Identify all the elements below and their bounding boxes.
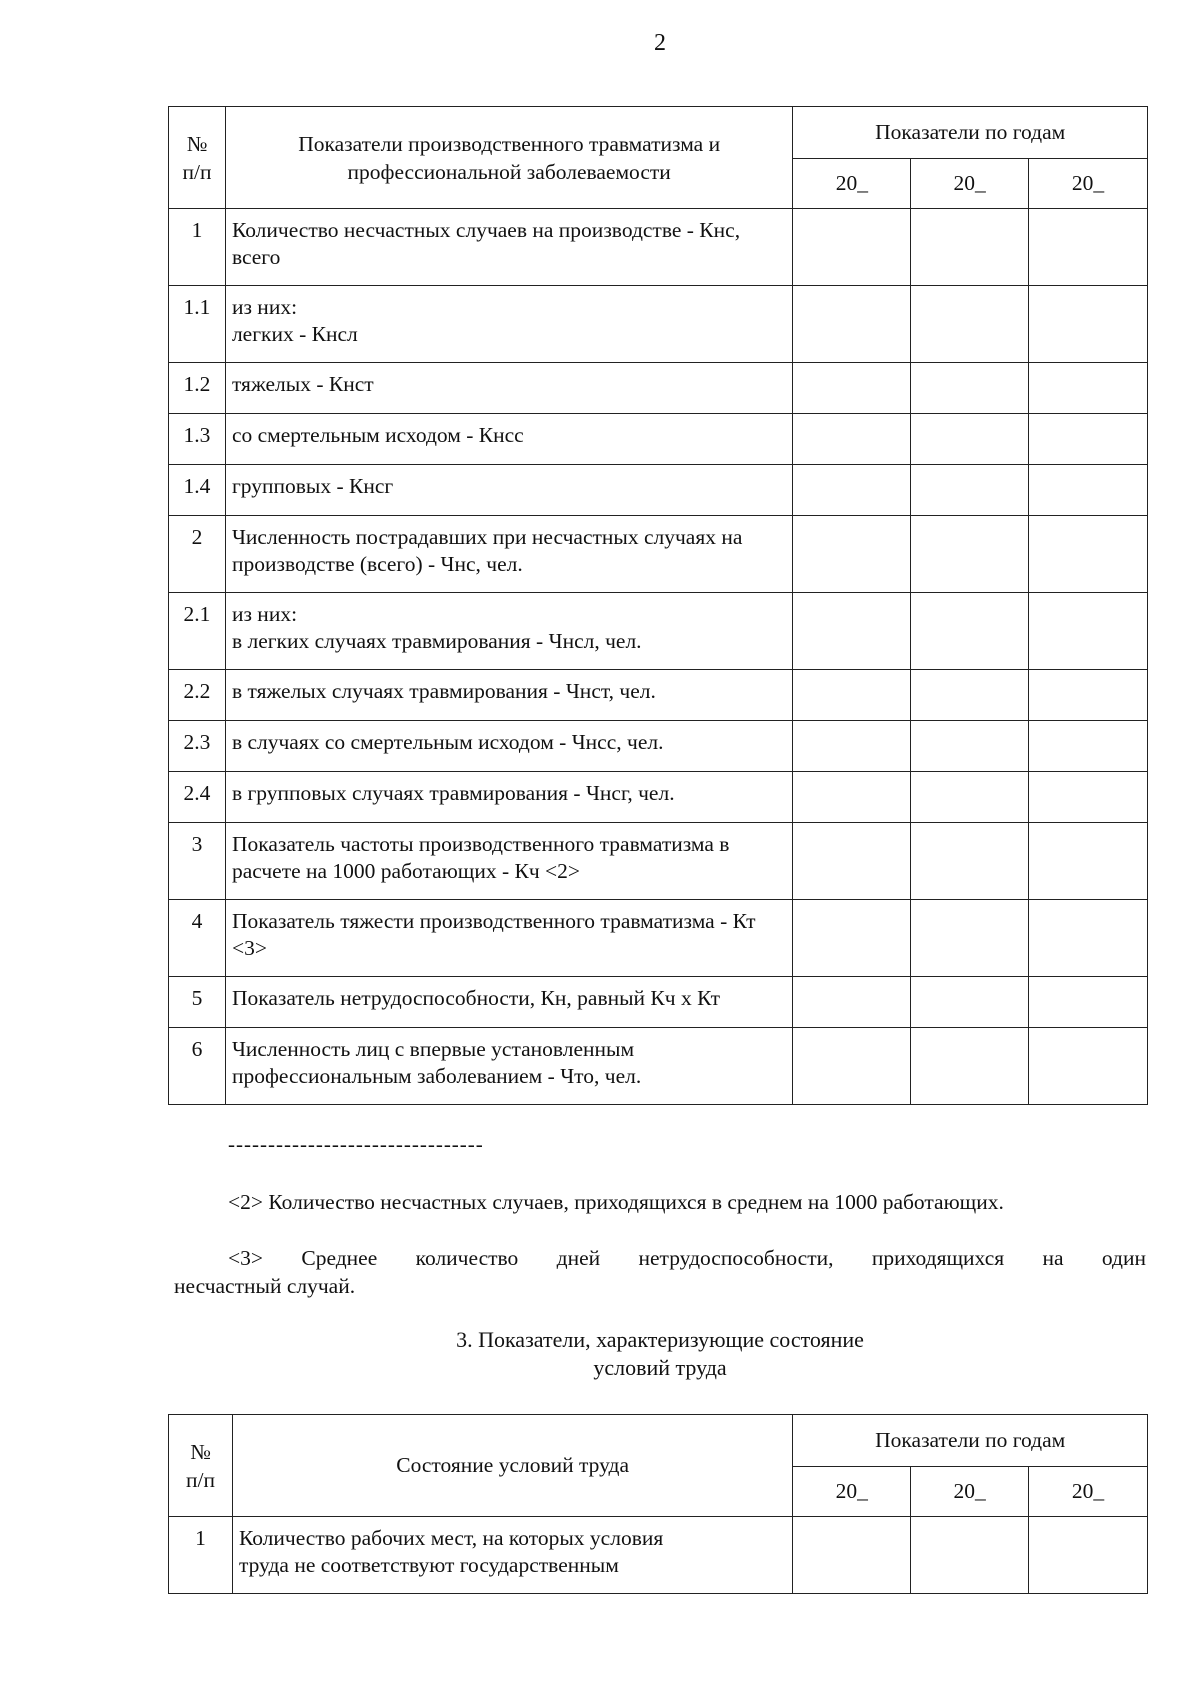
value-cell-year-2[interactable] [911,516,1029,593]
row-number: 1 [169,1517,233,1594]
table-row [169,593,1148,670]
row-number: 1 [169,209,226,286]
value-cell-year-1[interactable] [793,1517,911,1594]
row-number: 2 [169,516,226,593]
value-cell-year-2[interactable] [911,363,1029,414]
header-num: № п/п [169,107,226,209]
footnote-3-line-2: несчастный случай. [174,1274,356,1298]
value-cell-year-1[interactable] [793,414,911,465]
value-cell-year-1[interactable] [793,516,911,593]
section-3-title-line-2: условий труда [593,1355,727,1380]
value-cell-year-3[interactable] [1029,465,1148,516]
row-number: 2.4 [169,772,226,823]
value-cell-year-1[interactable] [793,1028,911,1105]
value-cell-year-2[interactable] [911,900,1029,977]
row-indicator-text: со смертельным исходом - Кнсс [225,414,792,465]
row-number: 1.1 [169,286,226,363]
value-cell-year-3[interactable] [1029,721,1148,772]
row-number: 5 [169,977,226,1028]
value-cell-year-1[interactable] [793,823,911,900]
value-cell-year-1[interactable] [793,465,911,516]
value-cell-year-1[interactable] [793,209,911,286]
header-num: № п/п [169,1415,233,1517]
header-year-1: 20_ [793,1467,911,1517]
table-row [169,1517,1148,1594]
footnote-separator: -------------------------------- [228,1132,484,1156]
header-indicator: Показатели производственного травматизма и профессиональной заболеваемости [225,107,792,209]
value-cell-year-1[interactable] [793,977,911,1028]
value-cell-year-3[interactable] [1029,1517,1148,1594]
value-cell-year-3[interactable] [1029,823,1148,900]
header-year-2: 20_ [911,1467,1029,1517]
value-cell-year-3[interactable] [1029,209,1148,286]
value-cell-year-3[interactable] [1029,593,1148,670]
header-year-3: 20_ [1029,159,1148,209]
table-row [169,721,1148,772]
value-cell-year-2[interactable] [911,465,1029,516]
table-row [169,900,1148,977]
value-cell-year-3[interactable] [1029,363,1148,414]
value-cell-year-2[interactable] [911,414,1029,465]
value-cell-year-2[interactable] [911,593,1029,670]
footnote-2: <2> Количество несчастных случаев, приходящихся в среднем на 1000 работающих. [228,1190,1004,1214]
row-indicator-text: Показатель частоты производственного травматизма в расчете на 1000 работающих - Кч <2> [225,823,792,900]
footnote-3 [174,1244,1146,1300]
footnote-3-line-1: <3> Среднее количество дней нетрудоспособности, приходящихся на один [228,1246,1146,1270]
injury-indicators-table [168,106,1148,1105]
header-year-2: 20_ [911,159,1029,209]
section-3-title [0,1326,1200,1382]
row-indicator-text: в групповых случаях травмирования - Чнсг, чел. [225,772,792,823]
value-cell-year-2[interactable] [911,209,1029,286]
value-cell-year-2[interactable] [911,721,1029,772]
value-cell-year-3[interactable] [1029,670,1148,721]
value-cell-year-1[interactable] [793,772,911,823]
row-indicator-text: тяжелых - Кнст [225,363,792,414]
row-indicator-text: групповых - Кнсг [225,465,792,516]
value-cell-year-2[interactable] [911,1028,1029,1105]
row-number: 2.2 [169,670,226,721]
table-row [169,772,1148,823]
row-indicator-text: в тяжелых случаях травмирования - Чнст, чел. [225,670,792,721]
table-row [169,414,1148,465]
row-number: 6 [169,1028,226,1105]
value-cell-year-2[interactable] [911,1517,1029,1594]
table-row [169,516,1148,593]
work-conditions-table [168,1414,1148,1594]
row-number: 3 [169,823,226,900]
value-cell-year-1[interactable] [793,721,911,772]
row-indicator-text: Количество несчастных случаев на производстве - Кнс, всего [225,209,792,286]
table-row [169,670,1148,721]
table-row [169,209,1148,286]
row-number: 1.2 [169,363,226,414]
row-number: 1.4 [169,465,226,516]
row-indicator-text: в случаях со смертельным исходом - Чнсс, чел. [225,721,792,772]
table-row [169,823,1148,900]
row-indicator-text: из них: легких - Кнсл [225,286,792,363]
table-row [169,363,1148,414]
table-row [169,977,1148,1028]
page-number: 2 [654,30,666,56]
value-cell-year-1[interactable] [793,286,911,363]
row-number: 2.1 [169,593,226,670]
row-indicator-text: Показатель тяжести производственного травматизма - Кт <3> [225,900,792,977]
value-cell-year-1[interactable] [793,670,911,721]
row-number: 2.3 [169,721,226,772]
row-indicator-text: Количество рабочих мест, на которых условия труда не соответствуют государственным [232,1517,792,1594]
value-cell-year-3[interactable] [1029,286,1148,363]
value-cell-year-2[interactable] [911,772,1029,823]
value-cell-year-3[interactable] [1029,1028,1148,1105]
row-number: 4 [169,900,226,977]
value-cell-year-3[interactable] [1029,977,1148,1028]
value-cell-year-2[interactable] [911,670,1029,721]
value-cell-year-1[interactable] [793,363,911,414]
value-cell-year-3[interactable] [1029,900,1148,977]
header-year-1: 20_ [793,159,911,209]
value-cell-year-2[interactable] [911,823,1029,900]
value-cell-year-1[interactable] [793,900,911,977]
table-row [169,465,1148,516]
header-year-3: 20_ [1029,1467,1148,1517]
section-3-title-line-1: 3. Показатели, характеризующие состояние [456,1327,864,1352]
header-indicator: Состояние условий труда [232,1415,792,1517]
row-indicator-text: из них: в легких случаях травмирования - Чнсл, чел. [225,593,792,670]
value-cell-year-3[interactable] [1029,414,1148,465]
header-by-years: Показатели по годам [793,107,1148,159]
value-cell-year-1[interactable] [793,593,911,670]
value-cell-year-3[interactable] [1029,772,1148,823]
value-cell-year-2[interactable] [911,977,1029,1028]
value-cell-year-2[interactable] [911,286,1029,363]
row-number: 1.3 [169,414,226,465]
row-indicator-text: Численность лиц с впервые установленным профессиональным заболеванием - Что, чел. [225,1028,792,1105]
value-cell-year-3[interactable] [1029,516,1148,593]
table-row [169,286,1148,363]
row-indicator-text: Численность пострадавших при несчастных случаях на производстве (всего) - Чнс, чел. [225,516,792,593]
row-indicator-text: Показатель нетрудоспособности, Кн, равный Кч х Кт [225,977,792,1028]
table-row [169,1028,1148,1105]
header-by-years: Показатели по годам [793,1415,1148,1467]
